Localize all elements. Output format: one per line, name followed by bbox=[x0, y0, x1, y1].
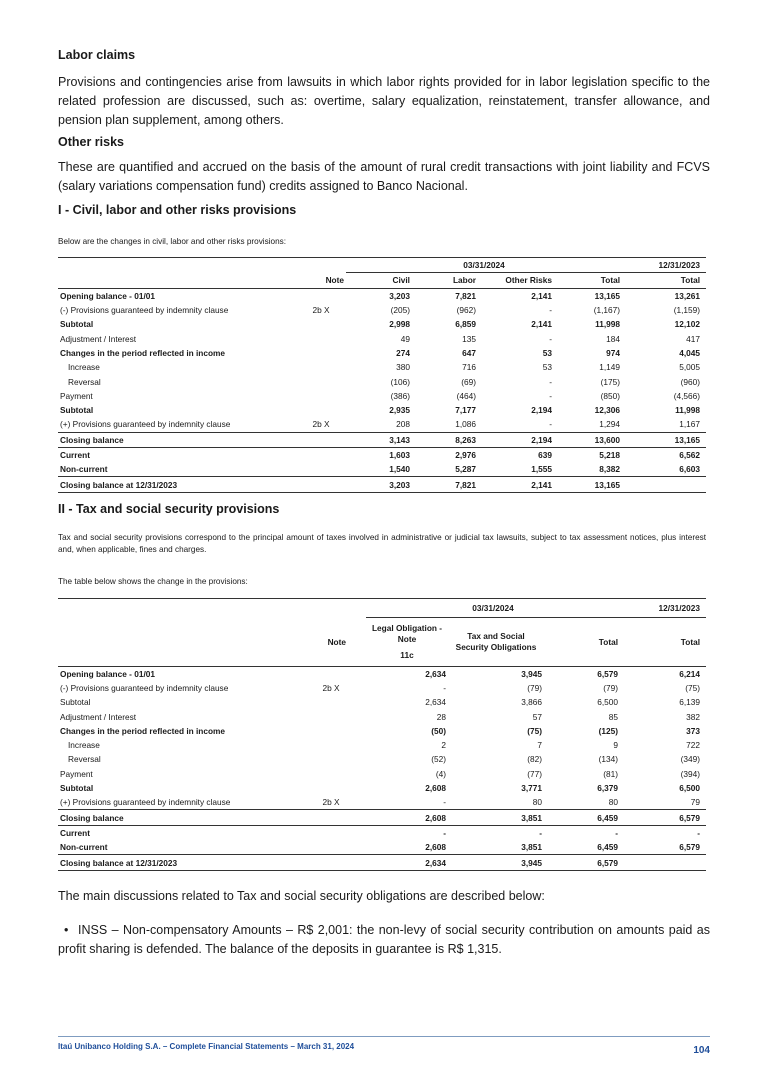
page-number: 104 bbox=[693, 1045, 710, 1056]
row-value: (4) bbox=[435, 768, 446, 779]
row-value: 3,851 bbox=[448, 810, 544, 825]
col-total-prior: Total bbox=[622, 273, 706, 288]
row-value: - bbox=[549, 376, 552, 387]
row-value: - bbox=[549, 390, 552, 401]
row-value: 722 bbox=[686, 740, 700, 751]
row-value: 7,177 bbox=[455, 405, 476, 416]
row-value: - bbox=[478, 417, 554, 432]
table-row bbox=[58, 317, 706, 331]
row-value: 274 bbox=[396, 347, 410, 358]
row-note bbox=[296, 462, 346, 477]
row-note bbox=[296, 666, 366, 681]
footer-text: Itaú Unibanco Holding S.A. – Complete Financial Statements – March 31, 2024 bbox=[58, 1042, 355, 1051]
row-value: 5,005 bbox=[679, 362, 700, 373]
row-value: 184 bbox=[606, 333, 620, 344]
row-note bbox=[296, 331, 346, 345]
row-value: (75) bbox=[685, 682, 700, 693]
row-label: Non-current bbox=[58, 840, 296, 855]
row-value: 382 bbox=[686, 711, 700, 722]
row-value: 2,141 bbox=[531, 290, 552, 301]
row-value: 12,102 bbox=[674, 319, 700, 330]
row-value: 3,866 bbox=[521, 697, 542, 708]
row-note bbox=[296, 724, 366, 738]
row-label: Closing balance at 12/31/2023 bbox=[58, 477, 296, 492]
row-label: (+) Provisions guaranteed by indemnity clause bbox=[58, 417, 296, 432]
row-label: Payment bbox=[60, 390, 93, 401]
row-value: (1,167) bbox=[593, 305, 620, 316]
row-value: 3,771 bbox=[521, 783, 542, 794]
section2-intro: Tax and social security provisions correspond to the principal amount of taxes involved in administrative or judicial tax lawsuits, subject to tax assessment notices, plus interest and, when applicable, fines and charges. bbox=[58, 533, 706, 554]
row-value: 53 bbox=[542, 362, 552, 373]
row-value: 6,579 bbox=[597, 668, 618, 679]
row-value: - bbox=[549, 333, 552, 344]
table-row bbox=[58, 781, 706, 795]
section2-intro2: The table below shows the change in the provisions: bbox=[58, 577, 248, 586]
row-value: 974 bbox=[606, 347, 620, 358]
row-value: 6,379 bbox=[597, 783, 618, 794]
row-value: 57 bbox=[532, 711, 542, 722]
row-value: 2,634 bbox=[425, 668, 446, 679]
row-value: 3,203 bbox=[389, 290, 410, 301]
row-note bbox=[296, 752, 366, 766]
row-value: (106) bbox=[390, 376, 410, 387]
row-value: (349) bbox=[680, 754, 700, 765]
table-row bbox=[58, 666, 706, 681]
table-row bbox=[58, 795, 706, 810]
row-note bbox=[296, 709, 366, 723]
table-row bbox=[58, 447, 706, 462]
bullet-text: INSS – Non-compensatory Amounts – R$ 2,001: the non-levy of social security contribution on amounts paid as profit sharing is defended. The balance of the deposits in guarantee is R$ 1,315. bbox=[58, 923, 710, 956]
row-value: 7,821 bbox=[412, 477, 478, 492]
row-value: 3,945 bbox=[448, 855, 544, 870]
table-row bbox=[58, 360, 706, 374]
row-label: Increase bbox=[68, 740, 100, 751]
row-value: (134) bbox=[598, 754, 618, 765]
table-row bbox=[58, 681, 706, 695]
row-label: Subtotal bbox=[60, 405, 94, 416]
row-value: (205) bbox=[390, 305, 410, 316]
row-note bbox=[296, 825, 366, 840]
row-note bbox=[296, 389, 346, 403]
row-value: - bbox=[549, 305, 552, 316]
row-value: (125) bbox=[598, 725, 618, 736]
table-row bbox=[58, 374, 706, 388]
table-row bbox=[58, 738, 706, 752]
col-other-risks: Other Risks bbox=[478, 273, 554, 288]
col-labor: Labor bbox=[412, 273, 478, 288]
row-value bbox=[622, 477, 706, 492]
table-row bbox=[58, 432, 706, 447]
row-value: (81) bbox=[603, 768, 618, 779]
row-value: (4,566) bbox=[673, 390, 700, 401]
row-value: 6,139 bbox=[679, 697, 700, 708]
row-note bbox=[296, 695, 366, 709]
row-value: (394) bbox=[680, 768, 700, 779]
row-value: 1,086 bbox=[412, 417, 478, 432]
table-row bbox=[58, 462, 706, 477]
row-value: - bbox=[443, 827, 446, 838]
row-value: (1,159) bbox=[673, 305, 700, 316]
row-note: 2b X bbox=[296, 795, 366, 810]
row-value: 1,294 bbox=[554, 417, 622, 432]
row-value: 1,555 bbox=[478, 462, 554, 477]
row-value: 647 bbox=[462, 347, 476, 358]
table-row bbox=[58, 695, 706, 709]
row-value: 135 bbox=[462, 333, 476, 344]
row-value: (75) bbox=[527, 725, 542, 736]
row-value: 1,149 bbox=[599, 362, 620, 373]
tax-social-security-table bbox=[58, 598, 706, 871]
row-value: 2,634 bbox=[425, 697, 446, 708]
col-total-current: Total bbox=[554, 273, 622, 288]
row-value: 7 bbox=[537, 740, 542, 751]
row-label: Opening balance - 01/01 bbox=[60, 668, 155, 679]
row-value: - bbox=[697, 827, 700, 838]
col-total-prior: Total bbox=[620, 618, 706, 667]
discussion-bullet bbox=[58, 921, 710, 959]
row-label: (-) Provisions guaranteed by indemnity clause bbox=[60, 682, 229, 693]
row-value: (175) bbox=[600, 376, 620, 387]
row-value: 3,945 bbox=[521, 668, 542, 679]
row-value: 6,459 bbox=[544, 810, 620, 825]
row-note bbox=[296, 317, 346, 331]
col-total-current: Total bbox=[544, 618, 620, 667]
row-note: 2b X bbox=[312, 305, 330, 316]
table-row bbox=[58, 477, 706, 492]
row-note bbox=[296, 810, 366, 825]
row-note bbox=[296, 781, 366, 795]
table-row bbox=[58, 767, 706, 781]
row-value: 6,500 bbox=[597, 697, 618, 708]
row-value: (69) bbox=[461, 376, 476, 387]
row-value: - bbox=[366, 795, 448, 810]
row-value: 13,165 bbox=[622, 432, 706, 447]
row-value: 6,859 bbox=[455, 319, 476, 330]
row-value: 8,382 bbox=[554, 462, 622, 477]
period-header-prior: 12/31/2023 bbox=[622, 258, 706, 273]
row-value: (79) bbox=[527, 682, 542, 693]
row-value: 2,634 bbox=[366, 855, 448, 870]
row-value: 2,141 bbox=[531, 319, 552, 330]
row-value: 5,287 bbox=[412, 462, 478, 477]
row-label: Increase bbox=[68, 362, 100, 373]
row-note bbox=[296, 374, 346, 388]
row-value: 2,998 bbox=[389, 319, 410, 330]
row-note bbox=[296, 767, 366, 781]
row-label: Adjustment / Interest bbox=[60, 711, 137, 722]
row-value: 6,459 bbox=[544, 840, 620, 855]
row-value: 13,600 bbox=[554, 432, 622, 447]
row-value: 13,165 bbox=[554, 477, 622, 492]
row-value: 2,194 bbox=[531, 405, 552, 416]
row-value: 11,998 bbox=[595, 319, 620, 330]
period-header-prior: 12/31/2023 bbox=[620, 599, 706, 618]
table-row bbox=[58, 331, 706, 345]
table-row bbox=[58, 417, 706, 432]
row-value: 6,579 bbox=[620, 840, 706, 855]
row-value: 373 bbox=[686, 725, 700, 736]
period-header-current: 03/31/2024 bbox=[366, 599, 620, 618]
row-label: Closing balance bbox=[58, 432, 296, 447]
col-legal-obligation bbox=[366, 618, 448, 667]
col-note: Note bbox=[296, 618, 366, 667]
row-value bbox=[620, 855, 706, 870]
row-value: 6,500 bbox=[679, 783, 700, 794]
row-note bbox=[296, 447, 346, 462]
row-value: 80 bbox=[448, 795, 544, 810]
row-value: 1,603 bbox=[389, 450, 410, 460]
row-value: 28 bbox=[436, 711, 446, 722]
section1-heading: I - Civil, labor and other risks provisions bbox=[58, 203, 297, 217]
row-value: 53 bbox=[542, 347, 552, 358]
col-civil: Civil bbox=[346, 273, 412, 288]
other-risks-text: These are quantified and accrued on the basis of the amount of rural credit transactions with joint liability and FCVS (salary variations compensation fund) credits assigned to Banco Nacional. bbox=[58, 160, 710, 193]
row-label: (-) Provisions guaranteed by indemnity clause bbox=[60, 305, 229, 316]
row-label: Opening balance - 01/01 bbox=[60, 290, 155, 301]
row-value: 639 bbox=[538, 450, 552, 460]
row-label: Current bbox=[60, 450, 90, 460]
row-note bbox=[296, 432, 346, 447]
table-row bbox=[58, 403, 706, 417]
row-value: (82) bbox=[527, 754, 542, 765]
row-value: 1,167 bbox=[622, 417, 706, 432]
row-value: 3,203 bbox=[346, 477, 412, 492]
row-value: 2,976 bbox=[455, 450, 476, 460]
row-value: 6,579 bbox=[620, 810, 706, 825]
row-value: 2 bbox=[441, 740, 446, 751]
row-label: Subtotal bbox=[60, 697, 91, 708]
section2-heading: II - Tax and social security provisions bbox=[58, 502, 280, 516]
row-label: Adjustment / Interest bbox=[60, 333, 137, 344]
row-value: 13,261 bbox=[674, 290, 700, 301]
row-value: 417 bbox=[686, 333, 700, 344]
civil-labor-provisions-table bbox=[58, 257, 706, 493]
col-legal-obligation-label: Legal Obligation - Note bbox=[371, 622, 443, 644]
row-label: (+) Provisions guaranteed by indemnity clause bbox=[58, 795, 296, 810]
page-footer bbox=[58, 1036, 710, 1056]
row-value: 2,141 bbox=[478, 477, 554, 492]
table-row bbox=[58, 810, 706, 825]
table-row bbox=[58, 346, 706, 360]
row-note bbox=[296, 360, 346, 374]
row-value: (79) bbox=[603, 682, 618, 693]
row-value: 13,165 bbox=[594, 290, 620, 301]
row-note bbox=[296, 346, 346, 360]
row-value: (52) bbox=[431, 754, 446, 765]
row-value: 4,045 bbox=[679, 347, 700, 358]
row-note bbox=[296, 855, 366, 870]
row-label: Current bbox=[60, 827, 90, 838]
row-note: 2b X bbox=[322, 682, 340, 693]
labor-claims-heading: Labor claims bbox=[58, 48, 136, 62]
row-value: 79 bbox=[620, 795, 706, 810]
row-note bbox=[296, 738, 366, 752]
row-value: 1,540 bbox=[346, 462, 412, 477]
table-row bbox=[58, 825, 706, 840]
row-note bbox=[296, 840, 366, 855]
row-value: 716 bbox=[462, 362, 476, 373]
discussion-intro: The main discussions related to Tax and social security obligations are described below: bbox=[58, 889, 545, 903]
table-row bbox=[58, 724, 706, 738]
row-value: (960) bbox=[680, 376, 700, 387]
row-value: 9 bbox=[613, 740, 618, 751]
row-value: 2,194 bbox=[478, 432, 554, 447]
row-value: 380 bbox=[396, 362, 410, 373]
row-value: (850) bbox=[600, 390, 620, 401]
row-value: (77) bbox=[527, 768, 542, 779]
row-value: - bbox=[443, 682, 446, 693]
row-value: 2,608 bbox=[425, 783, 446, 794]
table-row bbox=[58, 709, 706, 723]
row-value: 3,143 bbox=[346, 432, 412, 447]
row-value: 12,306 bbox=[594, 405, 620, 416]
row-note: 2b X bbox=[296, 417, 346, 432]
row-value: 6,214 bbox=[679, 668, 700, 679]
row-value: (464) bbox=[456, 390, 476, 401]
table-row bbox=[58, 303, 706, 317]
row-value: 2,608 bbox=[366, 840, 448, 855]
row-value: 208 bbox=[346, 417, 412, 432]
row-value: 6,562 bbox=[679, 450, 700, 460]
row-value: 2,608 bbox=[366, 810, 448, 825]
section1-intro: Below are the changes in civil, labor and other risks provisions: bbox=[58, 237, 286, 246]
row-value: 6,603 bbox=[622, 462, 706, 477]
row-value: - bbox=[615, 827, 618, 838]
table-row bbox=[58, 288, 706, 303]
row-value: 49 bbox=[400, 333, 410, 344]
table-row bbox=[58, 840, 706, 855]
row-label: Reversal bbox=[68, 754, 101, 765]
row-value: - bbox=[539, 827, 542, 838]
row-label: Changes in the period reflected in income bbox=[60, 347, 226, 358]
other-risks-heading: Other risks bbox=[58, 135, 125, 149]
row-value: 7,821 bbox=[455, 290, 476, 301]
row-value: (50) bbox=[431, 725, 446, 736]
row-value: (386) bbox=[390, 390, 410, 401]
bullet-dot: • bbox=[64, 923, 69, 937]
row-value: 3,851 bbox=[448, 840, 544, 855]
row-label: Closing balance at 12/31/2023 bbox=[58, 855, 296, 870]
row-value: 80 bbox=[544, 795, 620, 810]
row-label: Payment bbox=[60, 768, 93, 779]
col-legal-obligation-note-ref: 11c bbox=[400, 649, 414, 660]
row-note bbox=[296, 477, 346, 492]
row-value: 5,218 bbox=[599, 450, 620, 460]
row-note bbox=[296, 288, 346, 303]
row-label: Changes in the period reflected in income bbox=[60, 725, 226, 736]
row-note bbox=[296, 403, 346, 417]
table-row bbox=[58, 855, 706, 870]
row-value: 2,935 bbox=[389, 405, 410, 416]
table-row bbox=[58, 752, 706, 766]
row-label: Non-current bbox=[58, 462, 296, 477]
row-label: Closing balance bbox=[58, 810, 296, 825]
period-header-current: 03/31/2024 bbox=[346, 258, 622, 273]
row-value: (962) bbox=[456, 305, 476, 316]
row-value: 11,998 bbox=[675, 405, 700, 416]
row-label: Subtotal bbox=[60, 319, 94, 330]
row-label: Reversal bbox=[68, 376, 101, 387]
row-label: Subtotal bbox=[60, 783, 94, 794]
col-note: Note bbox=[296, 273, 346, 288]
table-row bbox=[58, 389, 706, 403]
row-value: 8,263 bbox=[412, 432, 478, 447]
labor-claims-text: Provisions and contingencies arise from lawsuits in which labor rights provided for in labor legislation specific to the related profession are discussed, such as: overtime, salary equalization, reinstatement, transfer allowance, and pension plan supplement, among others. bbox=[58, 75, 710, 127]
row-value: 6,579 bbox=[544, 855, 620, 870]
row-value: 85 bbox=[608, 711, 618, 722]
col-tax-social-security: Tax and Social Security Obligations bbox=[448, 618, 544, 667]
